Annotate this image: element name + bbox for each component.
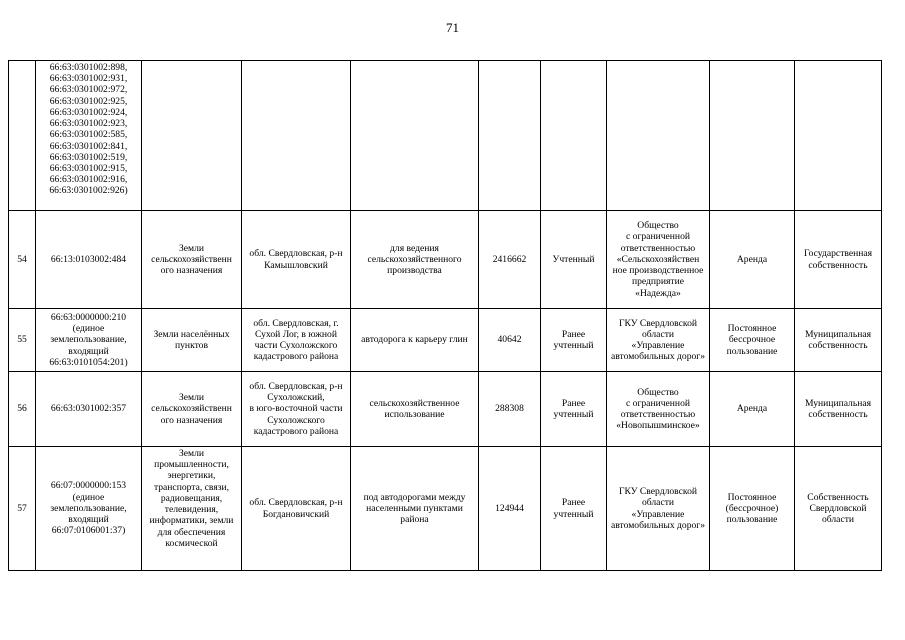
table-row xyxy=(9,211,882,309)
land-category-cell: Земли сельскохозяйственн ого назначения xyxy=(142,211,242,309)
area-cell: 2416662 xyxy=(479,211,541,309)
cadastral-number-cell: 66:07:0000000:153 (единое землепользование, входящий 66:07:0106001:37) xyxy=(36,447,142,571)
cadastral-number-cell: 66:13:0103002:484 xyxy=(36,211,142,309)
right-type-cell xyxy=(710,61,795,211)
row-number-cell xyxy=(9,61,36,211)
record-status-cell xyxy=(541,61,607,211)
right-type-cell: Постоянное (бессрочное) пользование xyxy=(710,447,795,571)
cadastral-number-cell: 66:63:0301002:898, 66:63:0301002:931, 66:63:0301002:972, 66:63:0301002:925, 66:63:0301002:924, 66:63:0301002:923, 66:63:0301002:585, 66:63:0301002:841, 66:63:0301002:519, 66:63:0301002:915, 66:63:0301002:916, 66:63:0301002:926) xyxy=(36,61,142,211)
area-cell xyxy=(479,61,541,211)
right-holder-cell xyxy=(607,61,710,211)
table-row xyxy=(9,447,882,571)
ownership-form-cell: Собственность Свердловской области xyxy=(795,447,882,571)
record-status-cell: Ранее учтенный xyxy=(541,447,607,571)
ownership-form-cell: Муниципальная собственность xyxy=(795,309,882,372)
page-number: 71 xyxy=(446,20,459,35)
cadastral-number-cell: 66:63:0301002:357 xyxy=(36,372,142,447)
row-number-cell: 55 xyxy=(9,309,36,372)
record-status-cell: Ранее учтенный xyxy=(541,309,607,372)
land-registry-table xyxy=(8,60,882,571)
right-holder-cell: Общество с ограниченной ответственностью «Сельскохозяйствен ное производственное предприятие «Надежда» xyxy=(607,211,710,309)
permitted-use-cell xyxy=(351,61,479,211)
right-holder-cell: ГКУ Свердловской области «Управление автомобильных дорог» xyxy=(607,309,710,372)
land-category-cell: Земли сельскохозяйственн ого назначения xyxy=(142,372,242,447)
permitted-use-cell: под автодорогами между населенными пунктами района xyxy=(351,447,479,571)
area-cell: 40642 xyxy=(479,309,541,372)
table-row xyxy=(9,309,882,372)
table-row xyxy=(9,372,882,447)
right-type-cell: Постоянное бессрочное пользование xyxy=(710,309,795,372)
row-number-cell: 57 xyxy=(9,447,36,571)
location-cell: обл. Свердловская, р-н Камышловский xyxy=(242,211,351,309)
area-cell: 288308 xyxy=(479,372,541,447)
table-row xyxy=(9,61,882,211)
land-category-cell xyxy=(142,61,242,211)
permitted-use-cell: сельскохозяйственное использование xyxy=(351,372,479,447)
cadastral-number-cell: 66:63:0000000:210 (единое землепользование, входящий 66:63:0101054:201) xyxy=(36,309,142,372)
permitted-use-cell: для ведения сельскохозяйственного производства xyxy=(351,211,479,309)
land-category-cell: Земли промышленности, энергетики, транспорта, связи, радиовещания, телевидения, информатики, земли для обеспечения космической xyxy=(142,447,242,571)
right-type-cell: Аренда xyxy=(710,372,795,447)
permitted-use-cell: автодорога к карьеру глин xyxy=(351,309,479,372)
right-type-cell: Аренда xyxy=(710,211,795,309)
row-number-cell: 56 xyxy=(9,372,36,447)
land-category-cell: Земли населённых пунктов xyxy=(142,309,242,372)
ownership-form-cell: Муниципальная собственность xyxy=(795,372,882,447)
location-cell: обл. Свердловская, р-н Богдановичский xyxy=(242,447,351,571)
ownership-form-cell: Государственная собственность xyxy=(795,211,882,309)
location-cell xyxy=(242,61,351,211)
record-status-cell: Ранее учтенный xyxy=(541,372,607,447)
right-holder-cell: Общество с ограниченной ответственностью «Новопышминское» xyxy=(607,372,710,447)
ownership-form-cell xyxy=(795,61,882,211)
row-number-cell: 54 xyxy=(9,211,36,309)
area-cell: 124944 xyxy=(479,447,541,571)
location-cell: обл. Свердловская, р-н Сухоложский, в юго-восточной части Сухоложского кадастрового района xyxy=(242,372,351,447)
record-status-cell: Учтенный xyxy=(541,211,607,309)
right-holder-cell: ГКУ Свердловской области «Управление автомобильных дорог» xyxy=(607,447,710,571)
location-cell: обл. Свердловская, г. Сухой Лог, в южной части Сухоложского кадастрового района xyxy=(242,309,351,372)
